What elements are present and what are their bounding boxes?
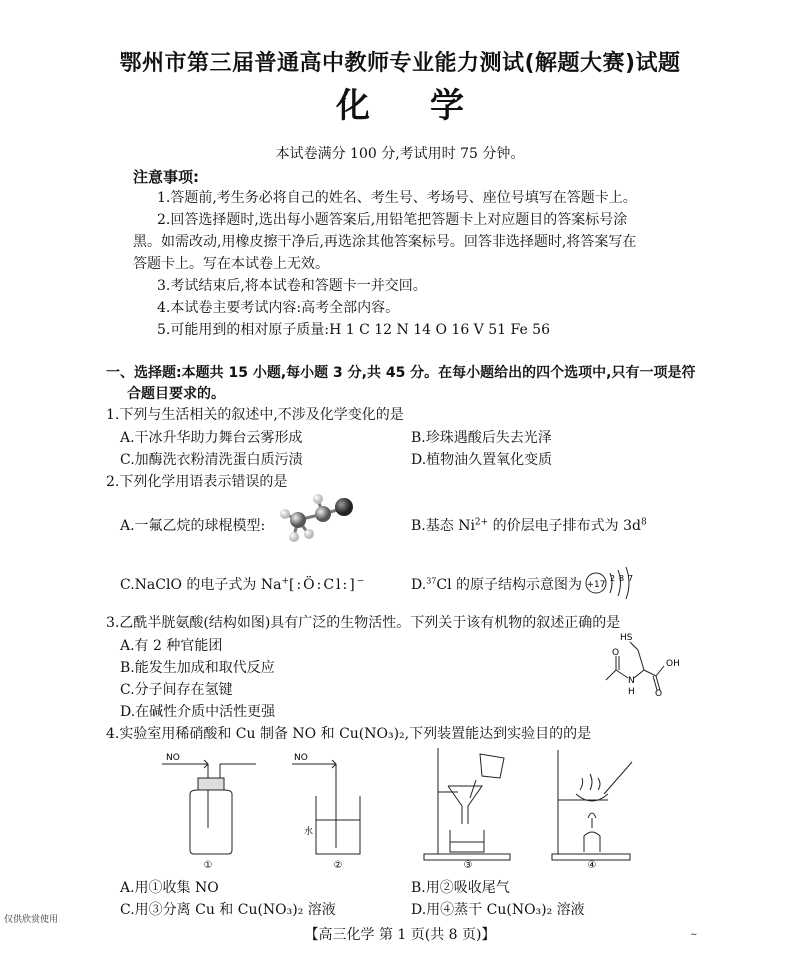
q3-stem: 3.乙酰半胱氨酸(结构如图)具有广泛的生物活性。下列关于该有机物的叙述正确的是 <box>106 615 621 631</box>
exam-title: 鄂州市第三届普通高中教师专业能力测试(解题大赛)试题 <box>119 51 681 76</box>
page-footer: 【高三化学 第 1 页(共 8 页)】 <box>304 927 496 943</box>
score-info: 本试卷满分 100 分,考试用时 75 分钟。 <box>275 146 525 162</box>
apparatus-1-gas-bottle <box>160 750 260 870</box>
q1-option-c: C.加酶洗衣粉清洗蛋白质污渍 <box>120 452 303 468</box>
svg-text:O: O <box>612 648 620 658</box>
corner-mark: ~ <box>690 930 698 940</box>
q1-stem: 1.下列与生活相关的叙述中,不涉及化学变化的是 <box>106 407 404 423</box>
svg-text:水: 水 <box>304 827 314 837</box>
svg-text:②: ② <box>333 860 343 870</box>
svg-text:NO: NO <box>294 753 308 763</box>
section-heading-line1: 一、选择题:本题共 15 小题,每小题 3 分,共 45 分。在每小题给出的四个选项中,只有一项是符 <box>106 365 696 381</box>
note-line-3: 3.考试结束后,将本试卷和答题卡一并交回。 <box>157 278 427 294</box>
q3-option-c: C.分子间存在氢键 <box>120 682 233 698</box>
svg-text:8: 8 <box>619 574 625 583</box>
svg-text:2: 2 <box>610 574 616 583</box>
svg-text:+17: +17 <box>586 580 606 590</box>
q1-option-b: B.珍珠遇酸后失去光泽 <box>411 430 552 446</box>
q2-option-a: A.一氟乙烷的球棍模型: <box>120 518 266 534</box>
q2-option-b: B.基态 $Ni^{2+}$ 的价层电子排布式为 $3d^8$ <box>411 517 647 534</box>
ball-and-stick-model <box>268 488 358 552</box>
note-line-4: 4.本试卷主要考试内容:高考全部内容。 <box>157 300 400 316</box>
subject-title: 化学 <box>336 86 524 126</box>
notes-heading: 注意事项: <box>133 168 199 186</box>
apparatus-2-beaker <box>290 750 380 870</box>
svg-text:O: O <box>655 689 663 696</box>
apparatus-4-evaporation <box>548 744 648 870</box>
q4-option-b: B.用②吸收尾气 <box>411 880 510 896</box>
q3-option-a: A.有 2 种官能团 <box>120 638 223 654</box>
acetylcysteine-structure <box>598 628 698 696</box>
note-line-5: 5.可能用到的相对原子质量:H 1 C 12 N 14 O 16 V 51 Fe 56 <box>157 322 550 338</box>
apparatus-3-filtration <box>420 744 530 870</box>
svg-text:7: 7 <box>628 574 634 583</box>
svg-text:①: ① <box>203 860 213 870</box>
svg-text:④: ④ <box>587 860 597 870</box>
watermark-note: 仅供欣赏使用 <box>4 915 59 925</box>
section-heading-line2: 合题目要求的。 <box>127 386 225 402</box>
q2-option-c: C.NaClO 的电子式为 Na+[:Ö:Cl:]− <box>120 576 365 593</box>
q2-stem: 2.下列化学用语表示错误的是 <box>106 474 288 490</box>
q2-option-d: D.$^{37}$Cl 的原子结构示意图为 <box>411 576 583 593</box>
q4-option-d: D.用④蒸干 Cu(NO₃)₂ 溶液 <box>411 902 585 918</box>
svg-text:③: ③ <box>463 860 473 870</box>
note-line-2a: 2.回答选择题时,选出每小题答案后,用铅笔把答题卡上对应题目的答案标号涂 <box>157 212 628 228</box>
q4-option-a: A.用①收集 NO <box>120 880 219 896</box>
note-line-2c: 答题卡上。写在本试卷上无效。 <box>133 256 329 272</box>
svg-text:OH: OH <box>666 659 680 669</box>
q4-stem: 4.实验室用稀硝酸和 Cu 制备 NO 和 Cu(NO₃)₂,下列装置能达到实验目的的是 <box>106 726 592 742</box>
q1-option-d: D.植物油久置氧化变质 <box>411 452 553 468</box>
q3-option-b: B.能发生加成和取代反应 <box>120 660 275 676</box>
chlorine-atom-diagram <box>584 565 640 601</box>
svg-text:N: N <box>628 676 635 686</box>
note-line-2b: 黑。如需改动,用橡皮擦干净后,再选涂其他答案标号。回答非选择题时,将答案写在 <box>133 234 637 250</box>
q3-option-d: D.在碱性介质中活性更强 <box>120 704 276 720</box>
svg-text:HS: HS <box>620 633 633 643</box>
svg-text:NO: NO <box>166 753 180 763</box>
q1-option-a: A.干冰升华助力舞台云雾形成 <box>120 430 303 446</box>
q4-option-c: C.用③分离 Cu 和 Cu(NO₃)₂ 溶液 <box>120 902 336 918</box>
note-line-1: 1.答题前,考生务必将自己的姓名、考生号、考场号、座位号填写在答题卡上。 <box>157 190 637 206</box>
svg-text:H: H <box>628 687 635 696</box>
